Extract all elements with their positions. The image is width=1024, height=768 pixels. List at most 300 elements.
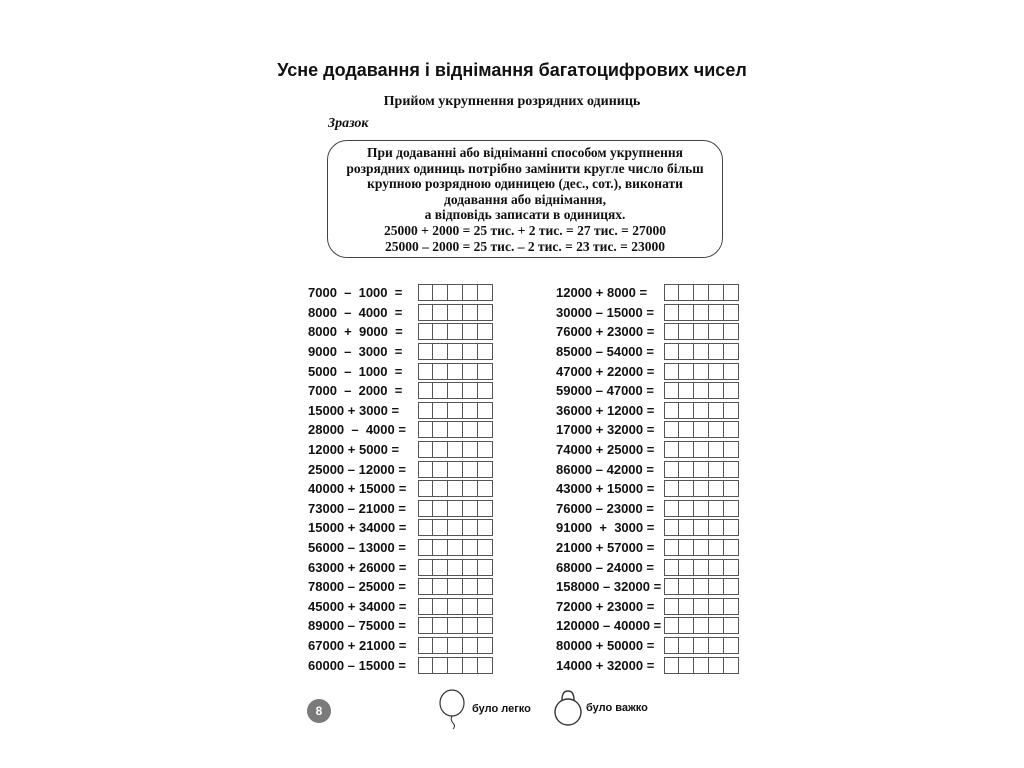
exercise-row (308, 381, 493, 401)
answer-cell[interactable] (664, 363, 679, 380)
answer-cell[interactable] (433, 343, 448, 360)
answer-cell[interactable] (664, 421, 679, 438)
answer-cell[interactable] (709, 304, 724, 321)
answer-cells[interactable] (664, 343, 739, 360)
answer-cell[interactable] (448, 402, 463, 419)
answer-cells[interactable] (418, 441, 493, 458)
answer-cell[interactable] (433, 657, 448, 674)
answer-cell[interactable] (709, 539, 724, 556)
answer-cell[interactable] (463, 657, 478, 674)
answer-cell[interactable] (448, 559, 463, 576)
answer-cell[interactable] (694, 578, 709, 595)
answer-cell[interactable] (679, 363, 694, 380)
answer-cell[interactable] (418, 363, 433, 380)
answer-cell[interactable] (448, 304, 463, 321)
answer-cell[interactable] (709, 500, 724, 517)
answer-cell[interactable] (433, 284, 448, 301)
exercise-expression: 25000 – 12000 = (308, 461, 406, 477)
answer-cell[interactable] (709, 637, 724, 654)
answer-cell[interactable] (694, 421, 709, 438)
answer-cell[interactable] (448, 284, 463, 301)
exercise-row (308, 577, 493, 597)
exercise-row (556, 401, 739, 421)
answer-cell[interactable] (463, 598, 478, 615)
answer-cells[interactable] (664, 441, 739, 458)
rule-line: При додаванні або відніманні способом укрупнення (367, 145, 683, 160)
exercise-column-left (308, 283, 493, 675)
answer-cell[interactable] (418, 657, 433, 674)
answer-cell[interactable] (418, 402, 433, 419)
exercise-row (556, 303, 739, 323)
answer-cell[interactable] (709, 441, 724, 458)
answer-cell[interactable] (433, 578, 448, 595)
answer-cell[interactable] (418, 617, 433, 634)
answer-cell[interactable] (709, 519, 724, 536)
answer-cells[interactable] (664, 500, 739, 517)
answer-cell[interactable] (478, 539, 493, 556)
answer-cell[interactable] (709, 421, 724, 438)
exercise-row (556, 577, 739, 597)
answer-cell[interactable] (679, 578, 694, 595)
answer-cells[interactable] (418, 578, 493, 595)
exercise-row (308, 518, 493, 538)
exercise-expression: 89000 – 75000 = (308, 618, 406, 634)
answer-cell[interactable] (478, 402, 493, 419)
answer-cells[interactable] (418, 559, 493, 576)
answer-cell[interactable] (664, 402, 679, 419)
answer-cells[interactable] (664, 421, 739, 438)
answer-cell[interactable] (694, 284, 709, 301)
answer-cell[interactable] (709, 480, 724, 497)
exercise-row (556, 459, 739, 479)
exercise-expression: 45000 + 34000 = (308, 598, 407, 614)
answer-cell[interactable] (724, 323, 739, 340)
exercise-row (556, 381, 739, 401)
answer-cell[interactable] (694, 539, 709, 556)
answer-cell[interactable] (478, 421, 493, 438)
answer-cell[interactable] (709, 382, 724, 399)
answer-cell[interactable] (709, 402, 724, 419)
answer-cell[interactable] (694, 343, 709, 360)
answer-cell[interactable] (418, 637, 433, 654)
answer-cells[interactable] (418, 598, 493, 615)
answer-cell[interactable] (679, 421, 694, 438)
page-number-badge: 8 (307, 699, 331, 723)
answer-cell[interactable] (694, 657, 709, 674)
answer-cell[interactable] (679, 480, 694, 497)
answer-cell[interactable] (463, 421, 478, 438)
answer-cell[interactable] (664, 539, 679, 556)
answer-cell[interactable] (463, 441, 478, 458)
answer-cell[interactable] (463, 539, 478, 556)
exercise-expression: 9000 – 3000 = (308, 344, 403, 360)
exercise-expression: 30000 – 15000 = (556, 304, 654, 320)
answer-cell[interactable] (433, 539, 448, 556)
answer-cell[interactable] (448, 421, 463, 438)
answer-cell[interactable] (448, 500, 463, 517)
page-title: Усне додавання і віднімання багатоцифрових чисел (277, 60, 747, 80)
exercise-expression: 60000 – 15000 = (308, 657, 406, 673)
answer-cell[interactable] (478, 637, 493, 654)
answer-cell[interactable] (724, 559, 739, 576)
answer-cells[interactable] (418, 382, 493, 399)
answer-cell[interactable] (664, 578, 679, 595)
answer-cells[interactable] (664, 323, 739, 340)
answer-cell[interactable] (418, 559, 433, 576)
answer-cell[interactable] (463, 343, 478, 360)
answer-cell[interactable] (694, 363, 709, 380)
answer-cell[interactable] (433, 382, 448, 399)
answer-cell[interactable] (709, 284, 724, 301)
answer-cell[interactable] (478, 578, 493, 595)
answer-cells[interactable] (664, 559, 739, 576)
exercise-row (308, 401, 493, 421)
answer-cell[interactable] (478, 480, 493, 497)
answer-cell[interactable] (694, 559, 709, 576)
answer-cells[interactable] (664, 284, 739, 301)
answer-cell[interactable] (448, 323, 463, 340)
answer-cell[interactable] (679, 284, 694, 301)
answer-cell[interactable] (448, 637, 463, 654)
answer-cell[interactable] (664, 617, 679, 634)
answer-cell[interactable] (724, 578, 739, 595)
answer-cell[interactable] (478, 304, 493, 321)
easy-label: було легко (472, 703, 531, 715)
answer-cell[interactable] (694, 519, 709, 536)
answer-cell[interactable] (433, 421, 448, 438)
answer-cell[interactable] (418, 323, 433, 340)
answer-cell[interactable] (694, 382, 709, 399)
answer-cell[interactable] (664, 519, 679, 536)
answer-cell[interactable] (664, 323, 679, 340)
exercise-expression: 120000 – 40000 = (556, 618, 662, 634)
exercise-row (308, 616, 493, 636)
answer-cell[interactable] (478, 559, 493, 576)
answer-cell[interactable] (694, 461, 709, 478)
answer-cell[interactable] (679, 461, 694, 478)
answer-cells[interactable] (664, 519, 739, 536)
answer-cell[interactable] (448, 539, 463, 556)
exercise-expression: 86000 – 42000 = (556, 461, 654, 477)
answer-cells[interactable] (664, 578, 739, 595)
answer-cells[interactable] (418, 539, 493, 556)
answer-cells[interactable] (664, 539, 739, 556)
answer-cells[interactable] (418, 519, 493, 536)
answer-cell[interactable] (724, 402, 739, 419)
answer-cell[interactable] (679, 657, 694, 674)
answer-cell[interactable] (679, 539, 694, 556)
answer-cell[interactable] (679, 559, 694, 576)
answer-cells[interactable] (664, 598, 739, 615)
balloon-icon (438, 688, 470, 730)
answer-cells[interactable] (664, 657, 739, 674)
answer-cell[interactable] (463, 284, 478, 301)
answer-cell[interactable] (433, 402, 448, 419)
rule-line: розрядних одиниць потрібно замінити круглe число більш (346, 160, 704, 176)
rule-example-line: 25000 – 2000 = 25 тис. – 2 тис. = 23 тис. = 23000 (384, 238, 666, 254)
answer-cell[interactable] (724, 480, 739, 497)
answer-cell[interactable] (724, 657, 739, 674)
answer-cell[interactable] (418, 304, 433, 321)
answer-cell[interactable] (418, 382, 433, 399)
answer-cell[interactable] (463, 382, 478, 399)
answer-cell[interactable] (694, 617, 709, 634)
answer-cell[interactable] (463, 304, 478, 321)
exercise-row (556, 538, 739, 558)
answer-cells[interactable] (418, 637, 493, 654)
answer-cell[interactable] (478, 382, 493, 399)
exercise-expression: 91000 + 3000 = (556, 520, 655, 536)
answer-cell[interactable] (724, 519, 739, 536)
answer-cell[interactable] (463, 461, 478, 478)
exercise-row (556, 597, 739, 617)
answer-cell[interactable] (694, 402, 709, 419)
answer-cell[interactable] (709, 323, 724, 340)
answer-cell[interactable] (418, 461, 433, 478)
answer-cell[interactable] (679, 500, 694, 517)
answer-cell[interactable] (433, 304, 448, 321)
answer-cells[interactable] (664, 382, 739, 399)
answer-cell[interactable] (679, 304, 694, 321)
easy-feedback[interactable] (438, 688, 531, 730)
answer-cell[interactable] (478, 500, 493, 517)
exercise-row (308, 655, 493, 675)
answer-cell[interactable] (463, 578, 478, 595)
answer-cell[interactable] (724, 500, 739, 517)
answer-cell[interactable] (664, 304, 679, 321)
answer-cell[interactable] (478, 284, 493, 301)
exercise-row (308, 557, 493, 577)
answer-cells[interactable] (664, 617, 739, 634)
exercise-row (556, 518, 739, 538)
answer-cell[interactable] (679, 402, 694, 419)
rule-line: а відповідь записати в одиницях. (424, 207, 626, 223)
answer-cell[interactable] (664, 480, 679, 497)
answer-cells[interactable] (664, 304, 739, 321)
answer-cell[interactable] (694, 304, 709, 321)
answer-cell[interactable] (463, 402, 478, 419)
answer-cell[interactable] (709, 363, 724, 380)
exercise-row (308, 361, 493, 381)
answer-cells[interactable] (664, 363, 739, 380)
answer-cells[interactable] (664, 402, 739, 419)
answer-cell[interactable] (418, 578, 433, 595)
answer-cell[interactable] (418, 598, 433, 615)
answer-cell[interactable] (664, 637, 679, 654)
answer-cell[interactable] (694, 323, 709, 340)
sample-label: Зразок (328, 116, 369, 131)
answer-cell[interactable] (664, 441, 679, 458)
answer-cell[interactable] (724, 461, 739, 478)
rule-line: крупною розрядною одиницею (дес., сот.), виконати (367, 176, 683, 192)
answer-cell[interactable] (463, 363, 478, 380)
answer-cell[interactable] (664, 461, 679, 478)
answer-cell[interactable] (724, 363, 739, 380)
answer-cell[interactable] (448, 578, 463, 595)
answer-cells[interactable] (418, 617, 493, 634)
answer-cell[interactable] (709, 343, 724, 360)
exercise-expression: 17000 + 32000 = (556, 422, 655, 438)
exercise-expression: 47000 + 22000 = (556, 363, 655, 379)
answer-cell[interactable] (694, 598, 709, 615)
exercise-expression: 74000 + 25000 = (556, 442, 655, 458)
exercise-row (308, 479, 493, 499)
answer-cell[interactable] (724, 617, 739, 634)
rule-line: додавання або віднімання, (444, 191, 606, 207)
answer-cell[interactable] (418, 519, 433, 536)
answer-cell[interactable] (709, 578, 724, 595)
answer-cell[interactable] (724, 598, 739, 615)
answer-cell[interactable] (418, 500, 433, 517)
answer-cell[interactable] (724, 382, 739, 399)
answer-cells[interactable] (418, 363, 493, 380)
answer-cell[interactable] (448, 343, 463, 360)
answer-cells[interactable] (664, 461, 739, 478)
answer-cell[interactable] (478, 343, 493, 360)
answer-cell[interactable] (724, 637, 739, 654)
answer-cells[interactable] (418, 343, 493, 360)
answer-cell[interactable] (724, 284, 739, 301)
answer-cell[interactable] (418, 284, 433, 301)
answer-cells[interactable] (664, 480, 739, 497)
exercise-expression: 28000 – 4000 = (308, 422, 406, 438)
answer-cell[interactable] (478, 598, 493, 615)
answer-cell[interactable] (679, 637, 694, 654)
answer-cell[interactable] (463, 559, 478, 576)
answer-cell[interactable] (448, 480, 463, 497)
answer-cell[interactable] (709, 598, 724, 615)
exercise-expression: 73000 – 21000 = (308, 500, 406, 516)
exercise-expression: 7000 – 1000 = (308, 285, 403, 301)
answer-cell[interactable] (679, 323, 694, 340)
answer-cell[interactable] (463, 519, 478, 536)
answer-cell[interactable] (694, 441, 709, 458)
exercise-row (556, 557, 739, 577)
answer-cell[interactable] (664, 657, 679, 674)
answer-cell[interactable] (418, 539, 433, 556)
kettlebell-icon (552, 688, 584, 728)
answer-cell[interactable] (433, 363, 448, 380)
answer-cell[interactable] (478, 363, 493, 380)
rule-example-line: 25000 + 2000 = 25 тис. + 2 тис. = 27 тис. = 27000 (384, 222, 666, 238)
answer-cell[interactable] (463, 637, 478, 654)
answer-cell[interactable] (433, 637, 448, 654)
answer-cell[interactable] (433, 480, 448, 497)
answer-cell[interactable] (433, 559, 448, 576)
answer-cell[interactable] (709, 657, 724, 674)
answer-cell[interactable] (418, 343, 433, 360)
answer-cell[interactable] (478, 441, 493, 458)
answer-cell[interactable] (694, 480, 709, 497)
exercise-expression: 8000 + 9000 = (308, 324, 403, 340)
answer-cells[interactable] (418, 657, 493, 674)
answer-cell[interactable] (664, 598, 679, 615)
answer-cells[interactable] (418, 500, 493, 517)
answer-cell[interactable] (478, 657, 493, 674)
answer-cell[interactable] (433, 519, 448, 536)
answer-cell[interactable] (724, 343, 739, 360)
answer-cell[interactable] (478, 519, 493, 536)
answer-cell[interactable] (433, 441, 448, 458)
answer-cell[interactable] (724, 539, 739, 556)
answer-cell[interactable] (463, 617, 478, 634)
answer-cell[interactable] (664, 382, 679, 399)
answer-cell[interactable] (418, 421, 433, 438)
answer-cell[interactable] (433, 461, 448, 478)
answer-cell[interactable] (448, 461, 463, 478)
answer-cell[interactable] (679, 382, 694, 399)
hard-label: було важко (586, 702, 648, 714)
answer-cell[interactable] (448, 519, 463, 536)
exercise-row (308, 459, 493, 479)
answer-cell[interactable] (418, 441, 433, 458)
answer-cell[interactable] (724, 304, 739, 321)
exercise-expression: 43000 + 15000 = (556, 481, 655, 497)
answer-cell[interactable] (478, 461, 493, 478)
answer-cells[interactable] (418, 284, 493, 301)
answer-cell[interactable] (463, 323, 478, 340)
answer-cells[interactable] (418, 323, 493, 340)
answer-cell[interactable] (724, 441, 739, 458)
exercise-expression: 40000 + 15000 = (308, 481, 407, 497)
answer-cell[interactable] (448, 657, 463, 674)
answer-cell[interactable] (664, 343, 679, 360)
answer-cell[interactable] (448, 363, 463, 380)
answer-cell[interactable] (709, 461, 724, 478)
answer-cell[interactable] (679, 617, 694, 634)
answer-cells[interactable] (418, 421, 493, 438)
answer-cell[interactable] (724, 421, 739, 438)
answer-cells[interactable] (418, 461, 493, 478)
answer-cell[interactable] (679, 441, 694, 458)
answer-cell[interactable] (418, 480, 433, 497)
exercise-expression: 21000 + 57000 = (556, 540, 655, 556)
exercise-expression: 8000 – 4000 = (308, 304, 403, 320)
answer-cell[interactable] (478, 323, 493, 340)
answer-cell[interactable] (709, 617, 724, 634)
answer-cell[interactable] (433, 598, 448, 615)
answer-cells[interactable] (418, 480, 493, 497)
answer-cell[interactable] (463, 480, 478, 497)
answer-cell[interactable] (694, 637, 709, 654)
answer-cell[interactable] (679, 598, 694, 615)
answer-cell[interactable] (448, 441, 463, 458)
answer-cell[interactable] (433, 323, 448, 340)
answer-cell[interactable] (664, 500, 679, 517)
answer-cell[interactable] (448, 598, 463, 615)
answer-cell[interactable] (448, 382, 463, 399)
exercise-expression: 12000 + 8000 = (556, 285, 648, 301)
answer-cells[interactable] (418, 402, 493, 419)
answer-cells[interactable] (664, 637, 739, 654)
answer-cell[interactable] (664, 284, 679, 301)
answer-cells[interactable] (418, 304, 493, 321)
answer-cell[interactable] (433, 617, 448, 634)
exercise-row (556, 499, 739, 519)
answer-cell[interactable] (664, 559, 679, 576)
answer-cell[interactable] (679, 519, 694, 536)
hard-feedback[interactable] (552, 688, 648, 728)
answer-cell[interactable] (694, 500, 709, 517)
answer-cell[interactable] (433, 500, 448, 517)
exercise-expression: 14000 + 32000 = (556, 657, 655, 673)
answer-cell[interactable] (478, 617, 493, 634)
answer-cell[interactable] (463, 500, 478, 517)
answer-cell[interactable] (709, 559, 724, 576)
exercise-expression: 63000 + 26000 = (308, 559, 407, 575)
answer-cell[interactable] (679, 343, 694, 360)
answer-cell[interactable] (448, 617, 463, 634)
